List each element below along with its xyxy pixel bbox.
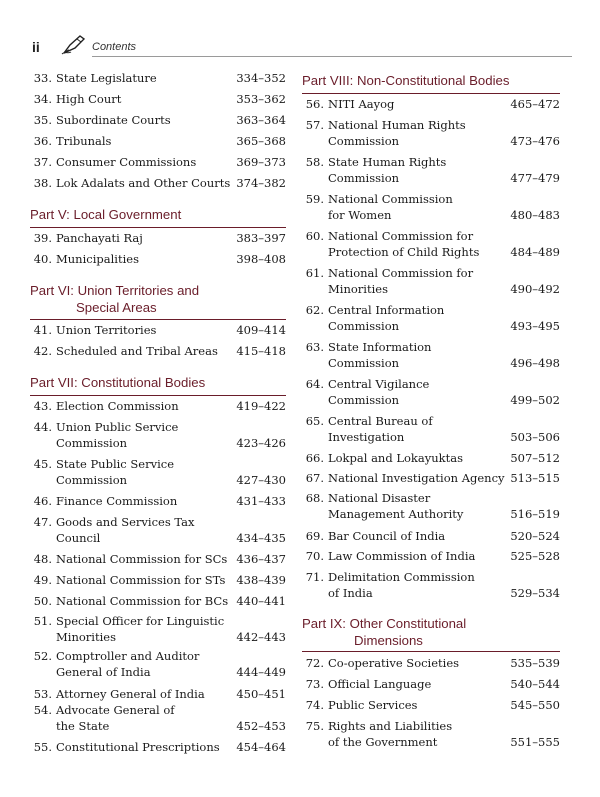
entry-title	[56, 572, 225, 588]
entry-pages: 442–443	[236, 630, 286, 644]
entry-pages: 551–555	[510, 735, 560, 749]
entry-title-line: Management Authority	[328, 507, 464, 521]
entry-pages: 398–408	[236, 252, 286, 266]
part-ix-heading: Part IX: Other Constitutional Dimensions	[302, 616, 467, 648]
entry-title	[56, 230, 143, 246]
entry-title-line: National Commission for	[328, 266, 474, 280]
entry-pages: 434–435	[236, 531, 286, 545]
entry-title-line: High Court	[56, 92, 122, 106]
entry-number: 57.	[305, 118, 324, 132]
entry-title-line: Protection of Child Rights	[328, 245, 480, 259]
header-title: Contents	[92, 41, 137, 53]
entry-title-line: Minorities	[328, 282, 388, 296]
entry-title-line: Special Officer for Linguistic	[56, 614, 225, 628]
entry-title	[56, 398, 179, 414]
entry-title	[328, 96, 394, 112]
entry-title	[56, 343, 218, 359]
entry-title	[328, 376, 429, 408]
entry-pages: 436–437	[236, 552, 286, 566]
entry-pages: 440–441	[236, 594, 286, 608]
entry-title	[56, 419, 178, 451]
entry-title	[328, 490, 463, 522]
entry-pages: 473–476	[510, 134, 560, 148]
entry-title	[56, 456, 174, 488]
entry-title	[56, 686, 205, 702]
entry-pages: 480–483	[510, 208, 560, 222]
entry-title-line: Commission	[56, 436, 128, 450]
entry-title	[328, 191, 453, 223]
entry-title	[56, 702, 175, 734]
entry-number: 48.	[33, 552, 52, 566]
entry-number: 58.	[305, 155, 324, 169]
entry-pages: 431–433	[236, 494, 286, 508]
entry-title	[328, 339, 431, 371]
entry-pages: 493–495	[510, 319, 560, 333]
entry-title	[328, 117, 466, 149]
entry-title-line: of the Government	[328, 735, 438, 749]
entry-number: 59.	[305, 192, 324, 206]
entry-number: 38.	[33, 176, 52, 190]
entry-number: 43.	[33, 399, 52, 413]
entry-title-line: Investigation	[328, 430, 405, 444]
entry-title-line: Election Commission	[56, 399, 179, 413]
entry-title	[328, 154, 446, 186]
entry-pages: 484–489	[510, 245, 560, 259]
entry-title-line: Co-operative Societies	[328, 656, 460, 670]
entry-title-line: National Commission for SCs	[56, 552, 228, 566]
entry-pages: 545–550	[510, 698, 560, 712]
entry-pages: 477–479	[510, 171, 560, 185]
entry-number: 73.	[305, 677, 324, 691]
entry-pages: 363–364	[236, 113, 286, 127]
entry-number: 61.	[305, 266, 324, 280]
entry-title-line: Municipalities	[56, 252, 139, 266]
entry-title	[328, 450, 463, 466]
entry-title-line: Finance Commission	[56, 494, 178, 508]
entry-title-line: State Legislature	[56, 71, 157, 85]
part-vii-heading: Part VII: Constitutional Bodies	[30, 375, 206, 390]
entry-pages: 438–439	[236, 573, 286, 587]
entry-title-line: National Human Rights	[328, 118, 466, 132]
entry-number: 44.	[33, 420, 52, 434]
entry-title-line: Commission	[328, 356, 400, 370]
entry-title	[56, 70, 157, 86]
entry-title	[56, 551, 227, 567]
entry-title	[56, 112, 171, 128]
entry-title-line: Union Public Service	[56, 420, 179, 434]
entry-pages: 465–472	[510, 97, 560, 111]
entry-title-line: Panchayati Raj	[56, 231, 143, 245]
entry-title-line: Council	[56, 531, 101, 545]
entry-pages: 353–362	[236, 92, 286, 106]
entry-title-line: Commission	[328, 134, 400, 148]
entry-title-line: Goods and Services Tax	[56, 515, 195, 529]
entry-number: 66.	[305, 451, 324, 465]
entry-title-line: Commission	[328, 319, 400, 333]
header-rule	[92, 56, 572, 57]
entry-pages: 444–449	[236, 665, 286, 679]
entry-title-line: Minorities	[56, 630, 116, 644]
entry-title	[56, 91, 121, 107]
entry-title	[56, 613, 224, 645]
entry-pages: 496–498	[510, 356, 560, 370]
entry-title	[328, 470, 505, 486]
entry-number: 42.	[33, 344, 52, 358]
entry-number: 47.	[33, 515, 52, 529]
entry-title-line: Commission	[328, 393, 400, 407]
entry-title-line: National Commission for	[328, 229, 474, 243]
entry-number: 37.	[33, 155, 52, 169]
section-rule	[30, 319, 286, 320]
entry-number: 70.	[305, 549, 324, 563]
entry-title	[328, 676, 431, 692]
entry-pages: 490–492	[510, 282, 560, 296]
entry-title	[328, 228, 479, 260]
entry-pages: 452–453	[236, 719, 286, 733]
entry-title-line: Constitutional Prescriptions	[56, 740, 220, 754]
entry-number: 33.	[33, 71, 52, 85]
entry-title	[328, 718, 452, 750]
entry-title-line: Comptroller and Auditor	[56, 649, 200, 663]
entry-title	[56, 175, 230, 191]
entry-title	[328, 302, 444, 334]
entry-number: 39.	[33, 231, 52, 245]
entry-number: 40.	[33, 252, 52, 266]
entry-title-line: General of India	[56, 665, 151, 679]
entry-title	[328, 413, 433, 445]
entry-title	[56, 322, 156, 338]
entry-pages: 535–539	[510, 656, 560, 670]
entry-number: 67.	[305, 471, 324, 485]
entry-number: 69.	[305, 529, 324, 543]
entry-title-line: the State	[56, 719, 110, 733]
entry-pages: 450–451	[236, 687, 286, 701]
entry-pages: 513–515	[510, 471, 560, 485]
entry-title-line: for Women	[328, 208, 392, 222]
entry-number: 35.	[33, 113, 52, 127]
entry-title-line: National Commission for BCs	[56, 594, 229, 608]
entry-pages: 427–430	[236, 473, 286, 487]
entry-title-line: National Disaster	[328, 491, 431, 505]
entry-pages: 383–397	[236, 231, 286, 245]
entry-title-line: Attorney General of India	[56, 687, 205, 701]
entry-title	[56, 514, 195, 546]
entry-title	[56, 648, 199, 680]
entry-title-line: National Commission for STs	[56, 573, 226, 587]
entry-title	[56, 154, 196, 170]
entry-number: 62.	[305, 303, 324, 317]
entry-title	[56, 593, 228, 609]
entry-pages: 365–368	[236, 134, 286, 148]
section-rule	[30, 395, 286, 396]
entry-pages: 507–512	[510, 451, 560, 465]
entry-pages: 419–422	[236, 399, 286, 413]
entry-pages: 499–502	[510, 393, 560, 407]
entry-title-line: Tribunals	[56, 134, 112, 148]
entry-title-line: of India	[328, 586, 373, 600]
entry-number: 54.	[33, 703, 52, 717]
entry-number: 52.	[33, 649, 52, 663]
entry-pages: 369–373	[236, 155, 286, 169]
entry-pages: 423–426	[236, 436, 286, 450]
entry-pages: 334–352	[236, 71, 286, 85]
entry-number: 49.	[33, 573, 52, 587]
entry-title	[328, 548, 475, 564]
entry-pages: 409–414	[236, 323, 286, 337]
entry-title	[56, 493, 177, 509]
entry-number: 68.	[305, 491, 324, 505]
entry-number: 64.	[305, 377, 324, 391]
entry-number: 46.	[33, 494, 52, 508]
entry-title	[328, 265, 473, 297]
entry-title-line: Union Territories	[56, 323, 157, 337]
entry-title-line: Delimitation Commission	[328, 570, 475, 584]
entry-pages: 374–382	[236, 176, 286, 190]
part-v-heading: Part V: Local Government	[30, 207, 182, 222]
entry-pages: 415–418	[236, 344, 286, 358]
section-rule	[30, 227, 286, 228]
entry-title-line: Commission	[56, 473, 128, 487]
entry-pages: 525–528	[510, 549, 560, 563]
entry-title-line: Official Language	[328, 677, 432, 691]
entry-title-line: Law Commission of India	[328, 549, 476, 563]
entry-pages: 454–464	[236, 740, 286, 754]
entry-number: 53.	[33, 687, 52, 701]
entry-title-line: National Commission	[328, 192, 453, 206]
entry-title	[328, 697, 417, 713]
section-rule	[302, 93, 560, 94]
page-number: ii	[32, 39, 40, 55]
pen-nib-icon	[60, 33, 88, 55]
entry-title-line: Rights and Liabilities	[328, 719, 453, 733]
entry-title-line: State Human Rights	[328, 155, 447, 169]
entry-number: 75.	[305, 719, 324, 733]
entry-pages: 520–524	[510, 529, 560, 543]
entry-title-line: Consumer Commissions	[56, 155, 197, 169]
entry-number: 36.	[33, 134, 52, 148]
entry-title-line: Public Services	[328, 698, 418, 712]
entry-title-line: Commission	[328, 171, 400, 185]
entry-pages: 516–519	[510, 507, 560, 521]
entry-pages: 503–506	[510, 430, 560, 444]
entry-title-line: Subordinate Courts	[56, 113, 171, 127]
entry-title-line: Bar Council of India	[328, 529, 446, 543]
entry-number: 72.	[305, 656, 324, 670]
entry-title	[56, 739, 220, 755]
entry-title-line: Central Bureau of	[328, 414, 433, 428]
entry-title-line: Scheduled and Tribal Areas	[56, 344, 218, 358]
entry-number: 45.	[33, 457, 52, 471]
part-viii-heading: Part VIII: Non-Constitutional Bodies	[302, 73, 510, 88]
part-vi-heading: Part VI: Union Territories and Special Areas	[30, 283, 200, 315]
entry-number: 51.	[33, 614, 52, 628]
entry-title-line: Central Vigilance	[328, 377, 430, 391]
entry-number: 56.	[305, 97, 324, 111]
entry-number: 41.	[33, 323, 52, 337]
entry-pages: 540–544	[510, 677, 560, 691]
page-header	[32, 32, 572, 58]
entry-title	[328, 528, 445, 544]
entry-number: 34.	[33, 92, 52, 106]
entry-title-line: Central Information	[328, 303, 445, 317]
section-rule	[302, 651, 560, 652]
entry-title-line: National Investigation Agency	[328, 471, 505, 485]
entry-number: 63.	[305, 340, 324, 354]
entry-title-line: Advocate General of	[56, 703, 175, 717]
entry-title	[56, 251, 139, 267]
entry-title	[56, 133, 111, 149]
entry-number: 55.	[33, 740, 52, 754]
entry-title-line: Lokpal and Lokayuktas	[328, 451, 463, 465]
entry-number: 60.	[305, 229, 324, 243]
entry-title-line: State Public Service	[56, 457, 174, 471]
entry-number: 65.	[305, 414, 324, 428]
entry-title-line: NITI Aayog	[328, 97, 395, 111]
entry-pages: 529–534	[510, 586, 560, 600]
entry-title-line: State Information	[328, 340, 432, 354]
entry-title	[328, 569, 475, 601]
entry-title	[328, 655, 459, 671]
entry-number: 50.	[33, 594, 52, 608]
entry-title-line: Lok Adalats and Other Courts	[56, 176, 231, 190]
entry-number: 71.	[305, 570, 324, 584]
entry-number: 74.	[305, 698, 324, 712]
